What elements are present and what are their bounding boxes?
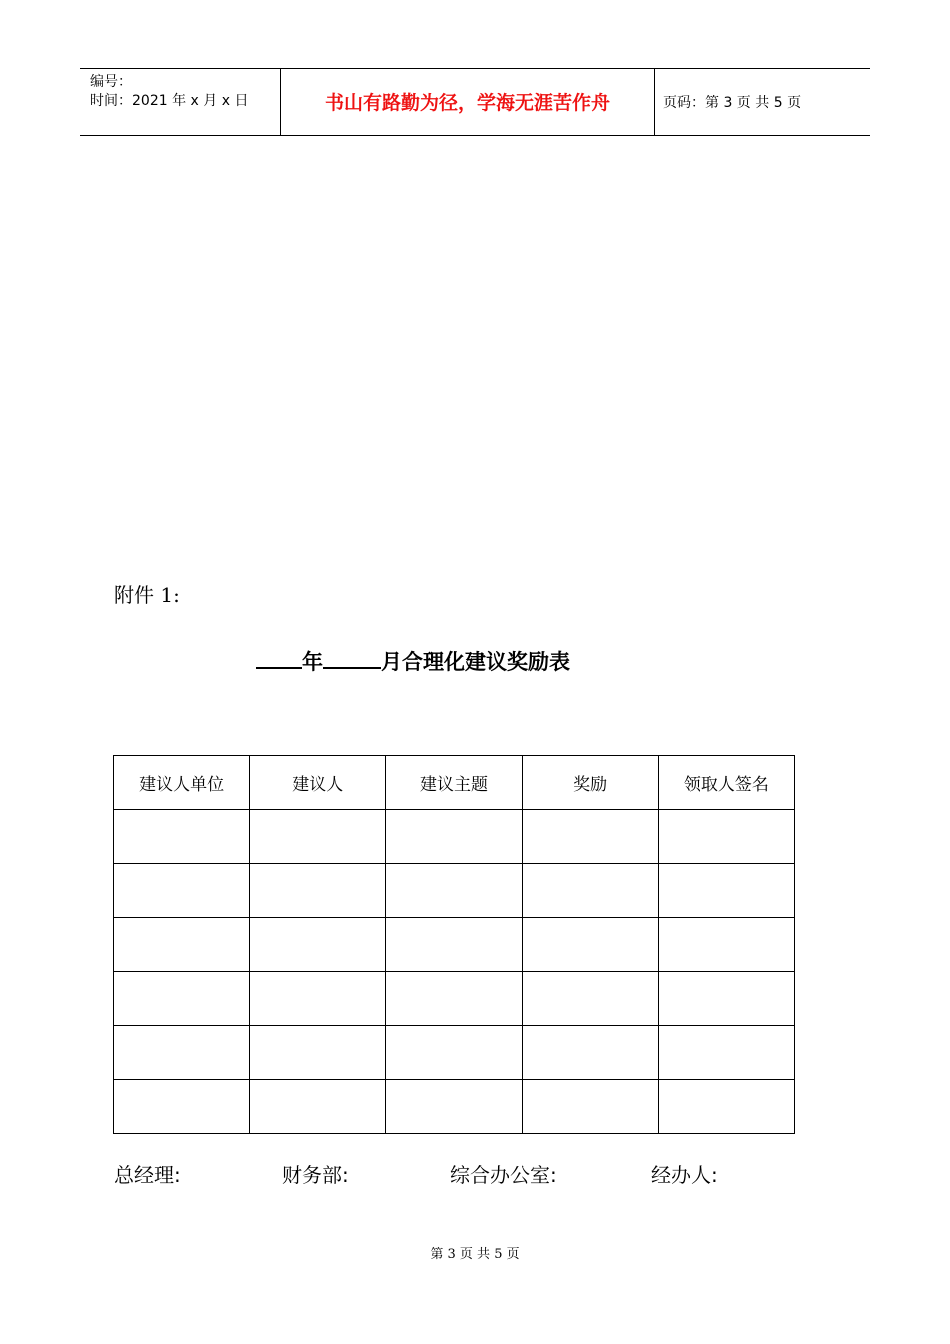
column-header-signature: 领取人签名 bbox=[658, 756, 794, 810]
table-cell[interactable] bbox=[658, 1026, 794, 1080]
table-cell[interactable] bbox=[522, 810, 658, 864]
table-cell[interactable] bbox=[114, 1026, 250, 1080]
table-cell[interactable] bbox=[386, 1026, 522, 1080]
table-row bbox=[114, 864, 795, 918]
table-cell[interactable] bbox=[522, 918, 658, 972]
table-cell[interactable] bbox=[250, 1026, 386, 1080]
document-number-label: 编号： bbox=[90, 74, 132, 90]
table-cell[interactable] bbox=[250, 864, 386, 918]
signature-line bbox=[0, 1162, 950, 1192]
header-page-code: 页码：第 3 页 共 5 页 bbox=[663, 95, 802, 111]
table-cell[interactable] bbox=[386, 864, 522, 918]
table-cell[interactable] bbox=[658, 864, 794, 918]
title-year-suffix: 年 bbox=[302, 650, 323, 674]
table-cell[interactable] bbox=[386, 1080, 522, 1134]
table-cell[interactable] bbox=[522, 1080, 658, 1134]
award-table bbox=[113, 755, 795, 1134]
header-page-cell bbox=[655, 69, 870, 135]
signature-general-office: 综合办公室: bbox=[450, 1163, 557, 1187]
table-cell[interactable] bbox=[386, 918, 522, 972]
table-cell[interactable] bbox=[114, 864, 250, 918]
table-cell[interactable] bbox=[114, 918, 250, 972]
column-header-topic: 建议主题 bbox=[386, 756, 522, 810]
table-header-row bbox=[114, 756, 795, 810]
page-header bbox=[80, 68, 870, 136]
table-row bbox=[114, 1080, 795, 1134]
form-title bbox=[256, 645, 570, 676]
table-cell[interactable] bbox=[114, 810, 250, 864]
signature-general-manager: 总经理: bbox=[114, 1163, 181, 1187]
table-cell[interactable] bbox=[114, 972, 250, 1026]
header-motto-cell bbox=[281, 69, 655, 135]
table-cell[interactable] bbox=[658, 810, 794, 864]
attachment-label: 附件 1: bbox=[114, 583, 180, 607]
table-cell[interactable] bbox=[114, 1080, 250, 1134]
table-cell[interactable] bbox=[250, 918, 386, 972]
title-month-suffix: 月合理化建议奖励表 bbox=[381, 650, 570, 674]
table-cell[interactable] bbox=[658, 972, 794, 1026]
table-row bbox=[114, 918, 795, 972]
signature-finance-department: 财务部: bbox=[282, 1163, 349, 1187]
signature-handler: 经办人: bbox=[651, 1163, 718, 1187]
table-row bbox=[114, 1026, 795, 1080]
table-row bbox=[114, 972, 795, 1026]
column-header-proposer: 建议人 bbox=[250, 756, 386, 810]
header-motto: 书山有路勤为径，学海无涯苦作舟 bbox=[324, 92, 610, 114]
column-header-unit: 建议人单位 bbox=[114, 756, 250, 810]
page-footer: 第 3 页 共 5 页 bbox=[430, 1247, 520, 1262]
table-cell[interactable] bbox=[658, 1080, 794, 1134]
table-cell[interactable] bbox=[522, 864, 658, 918]
month-blank bbox=[323, 645, 381, 669]
table-cell[interactable] bbox=[250, 810, 386, 864]
table-row bbox=[114, 810, 795, 864]
year-blank bbox=[256, 645, 302, 669]
table-cell[interactable] bbox=[522, 1026, 658, 1080]
table-cell[interactable] bbox=[386, 972, 522, 1026]
table-cell[interactable] bbox=[386, 810, 522, 864]
table-cell[interactable] bbox=[522, 972, 658, 1026]
table-cell[interactable] bbox=[658, 918, 794, 972]
header-info-cell bbox=[80, 69, 281, 135]
column-header-reward: 奖励 bbox=[522, 756, 658, 810]
document-time-label: 时间：2021 年 x 月 x 日 bbox=[90, 93, 249, 109]
table-cell[interactable] bbox=[250, 972, 386, 1026]
table-cell[interactable] bbox=[250, 1080, 386, 1134]
